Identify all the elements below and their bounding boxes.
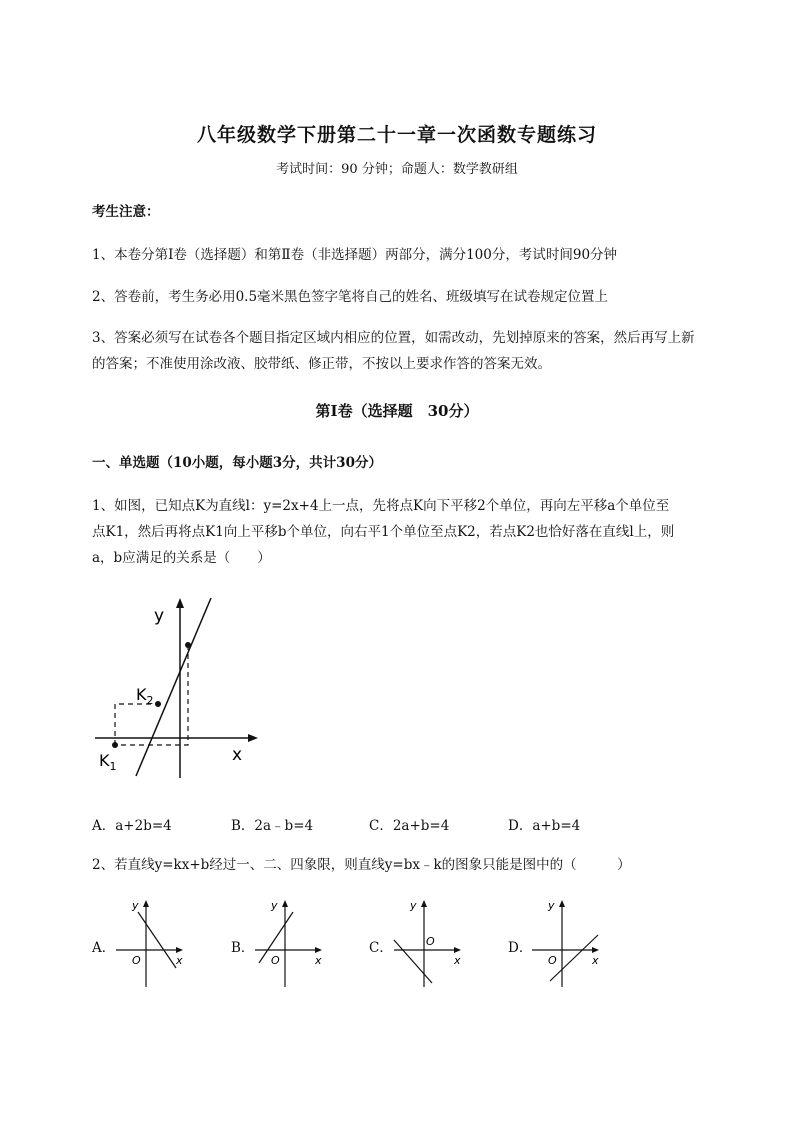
notice-item-2: 2、答卷前，考生务必用0.5毫米黑色签字笔将自己的姓名、班级填写在试卷规定位置上 [92,289,609,305]
arrow-icon [454,947,461,953]
q1-line-2: 点K1，然后再将点K1向上平移b个单位，向右平1个单位至点K2，若点K2也恰好落在直线l上，则 [92,524,675,540]
x-label: x [176,954,183,967]
origin-label: O [548,954,557,967]
part-title: 一、单选题（10小题，每小题3分，共计30分） [92,455,382,471]
origin-label: O [426,935,435,948]
q1-line-1: 1、如图，已知点K为直线l：y=2x+4上一点，先将点K向下平移2个单位，再向左平移a个单位至 [92,498,670,514]
q1-line-3: a，b应满足的关系是（ ） [92,550,271,566]
q2-option-b-label[interactable]: B． [231,940,255,956]
notice-item-3: 3、答案必须写在试卷各个题目指定区域内相应的位置，如需改动，先划掉原来的答案，然后再写上新 [92,330,695,346]
notice-heading: 考生注意： [92,204,160,220]
k1-label: $K_1$ [99,751,117,773]
line-l [136,598,211,776]
y-label: y [271,899,278,912]
arrow-icon [421,900,427,907]
x-label: x [454,954,461,967]
x-axis-arrow-icon [248,734,258,742]
arrow-icon [282,900,288,907]
x-label: x [592,954,599,967]
arrow-icon [143,900,149,907]
graph-line [550,935,598,981]
page-title: 八年级数学下册第二十一章一次函数专题练习 [196,124,597,146]
q1-option-b[interactable]: B．2a﹣b=4 [231,818,314,834]
q1-figure [90,590,270,780]
k2-label: $K_2$ [136,685,154,707]
q2-option-a-label[interactable]: A． [92,940,116,956]
q2-graph-c[interactable] [386,895,466,990]
q1-option-d[interactable]: D．a+b=4 [508,818,581,834]
notice-item-3-cont: 的答案；不准使用涂改液、胶带纸、修正带，不按以上要求作答的答案无效。 [92,356,551,372]
x-label: x [232,745,243,765]
q2-graph-d[interactable] [524,895,604,990]
exam-info: 考试时间：90 分钟；命题人：数学教研组 [276,162,518,177]
origin-label: O [132,954,141,967]
origin-label: O [271,954,280,967]
y-label: y [548,899,555,912]
q2-option-d-label[interactable]: D． [508,940,533,956]
section-title: 第Ⅰ卷（选择题 30分） [315,402,479,420]
arrow-icon [559,900,565,907]
q1-option-c[interactable]: C．2a+b=4 [369,818,450,834]
arrow-icon [315,947,322,953]
q1-option-a[interactable]: A．a+2b=4 [92,818,172,834]
y-label: y [154,606,165,626]
point-k [185,642,191,648]
q2-graph-b[interactable] [247,895,327,990]
notice-item-1: 1、本卷分第Ⅰ卷（选择题）和第Ⅱ卷（非选择题）两部分，满分100分，考试时间90分钟 [92,247,618,263]
graph-line [138,912,176,968]
x-label: x [315,954,322,967]
y-label: y [132,899,139,912]
point-k1 [112,742,118,748]
q2-text: 2、若直线y=kx+b经过一、二、四象限，则直线y=bx﹣k的图象只能是图中的（ ） [92,857,631,873]
y-axis-arrow-icon [176,598,184,608]
q2-graph-a[interactable] [108,895,188,990]
q2-option-c-label[interactable]: C． [369,940,393,956]
arrow-icon [592,947,599,953]
y-label: y [410,899,417,912]
point-k2 [155,701,161,707]
arrow-icon [176,947,183,953]
